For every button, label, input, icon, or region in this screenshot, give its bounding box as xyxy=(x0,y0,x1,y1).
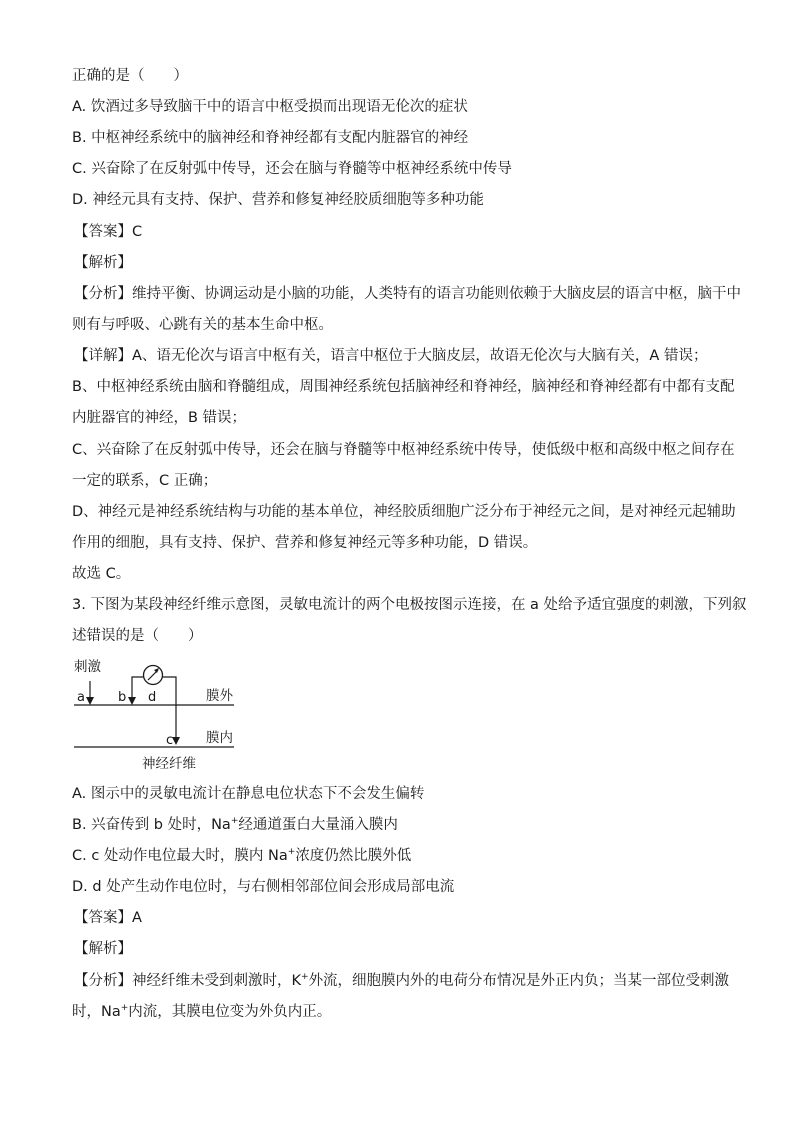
q2-fenxi-line-1: 【分析】维持平衡、协调运动是小脑的功能，人类特有的语言功能则依赖于大脑皮层的语言中枢，脑干中 xyxy=(74,286,741,302)
stimulus-label: 刺激 xyxy=(74,659,101,675)
q2-option-b: B. 中枢神经系统中的脑神经和脊神经都有支配内脏器官的神经 xyxy=(72,130,469,146)
q2-xiangjie-line-5: 一定的联系，C 正确； xyxy=(72,473,218,489)
q3-fenxi-line-2-sup: + xyxy=(120,1003,129,1013)
point-c-label: c xyxy=(166,733,174,748)
q3-option-c-post: 浓度仍然比膜外低 xyxy=(295,848,412,864)
q2-xiangjie-line-6: D、神经元是神经系统结构与功能的基本单位，神经胶质细胞广泛分布于神经元之间，是对神经元起辅助 xyxy=(72,504,736,520)
q3-stem-line-1: 3. 下图为某段神经纤维示意图，灵敏电流计的两个电极按图示连接，在 a 处给予适宜强度的刺激，下列叙 xyxy=(72,597,747,613)
inner-membrane-label: 膜内 xyxy=(206,730,233,746)
q3-fenxi-line-2 xyxy=(72,1002,331,1022)
electrode-c-arrow-head xyxy=(172,737,180,745)
point-a-label: a xyxy=(77,690,85,705)
q2-xiangjie-line-1: 【详解】A、语无伦次与语言中枢有关，语言中枢位于大脑皮层，故语无伦次与大脑有关，A 错误； xyxy=(74,348,708,364)
electrode-wire-right xyxy=(162,677,176,741)
q3-option-b-sup: + xyxy=(230,816,239,826)
q3-fenxi-line-1-sup: + xyxy=(301,972,309,982)
q3-stem-line-2: 述错误的是（ ） xyxy=(72,628,203,644)
q2-option-c: C. 兴奋除了在反射弧中传导，还会在脑与脊髓等中枢神经系统中传导 xyxy=(72,161,512,177)
q3-jiexi-heading: 【解析】 xyxy=(74,941,132,957)
q3-option-c-sup: + xyxy=(287,847,296,857)
nerve-fiber-svg xyxy=(72,655,252,775)
q3-answer: 【答案】A xyxy=(74,910,142,926)
q2-xiangjie-line-3: 内脏器官的神经，B 错误； xyxy=(72,410,247,426)
nerve-fiber-diagram xyxy=(72,655,252,779)
q2-xiangjie-line-7: 作用的细胞，具有支持、保护、营养和修复神经元等多种功能，D 错误。 xyxy=(72,535,538,551)
q2-xiangjie-line-2: B、中枢神经系统由脑和脊髓组成，周围神经系统包括脑神经和脊神经，脑神经和脊神经都有中都有支配 xyxy=(72,379,735,395)
nerve-fiber-caption: 神经纤维 xyxy=(142,756,196,772)
q3-option-c-pre: C. c 处动作电位最大时，膜内 Na xyxy=(72,848,288,864)
q3-fenxi-line-1-b: 外流，细胞膜内外的电荷分布情况是外正内负；当某一部位受刺激 xyxy=(308,973,730,989)
q3-option-d: D. d 处产生动作电位时，与右侧相邻部位间会形成局部电流 xyxy=(72,879,455,895)
q2-xiangjie-line-4: C、兴奋除了在反射弧中传导，还会在脑与脊髓等中枢神经系统中传导，使低级中枢和高级中枢之间存在 xyxy=(72,442,735,458)
q3-fenxi-line-1-a: 【分析】神经纤维未受到刺激时，K xyxy=(74,973,302,989)
q3-option-c xyxy=(72,846,411,866)
q2-answer: 【答案】C xyxy=(74,224,143,240)
q3-fenxi-line-2-b: 内流，其膜电位变为外负内正。 xyxy=(128,1004,332,1020)
stimulus-arrow-head xyxy=(86,697,94,705)
q2-fenxi-line-2: 则有与呼吸、心跳有关的基本生命中枢。 xyxy=(72,317,333,333)
point-b-label: b xyxy=(118,690,127,705)
q2-jiexi-heading: 【解析】 xyxy=(74,255,132,271)
point-d-label: d xyxy=(148,690,157,705)
q3-option-b-pre: B. 兴奋传到 b 处时，Na xyxy=(72,817,231,833)
q3-fenxi-line-1 xyxy=(74,971,729,991)
q2-option-a: A. 饮酒过多导致脑干中的语言中枢受损而出现语无伦次的症状 xyxy=(72,99,468,115)
outer-membrane-label: 膜外 xyxy=(206,688,233,704)
q2-conclusion: 故选 C。 xyxy=(72,566,131,582)
electrode-b-arrow-head xyxy=(128,697,136,705)
q3-option-b-post: 经通道蛋白大量涌入膜内 xyxy=(238,817,398,833)
q2-option-d: D. 神经元具有支持、保护、营养和修复神经胶质细胞等多种功能 xyxy=(72,192,484,208)
q3-fenxi-line-2-a: 时，Na xyxy=(72,1004,121,1020)
q2-stem-tail: 正确的是（ ） xyxy=(72,68,188,84)
q3-option-b xyxy=(72,815,398,835)
q3-option-a: A. 图示中的灵敏电流计在静息电位状态下不会发生偏转 xyxy=(72,786,425,802)
